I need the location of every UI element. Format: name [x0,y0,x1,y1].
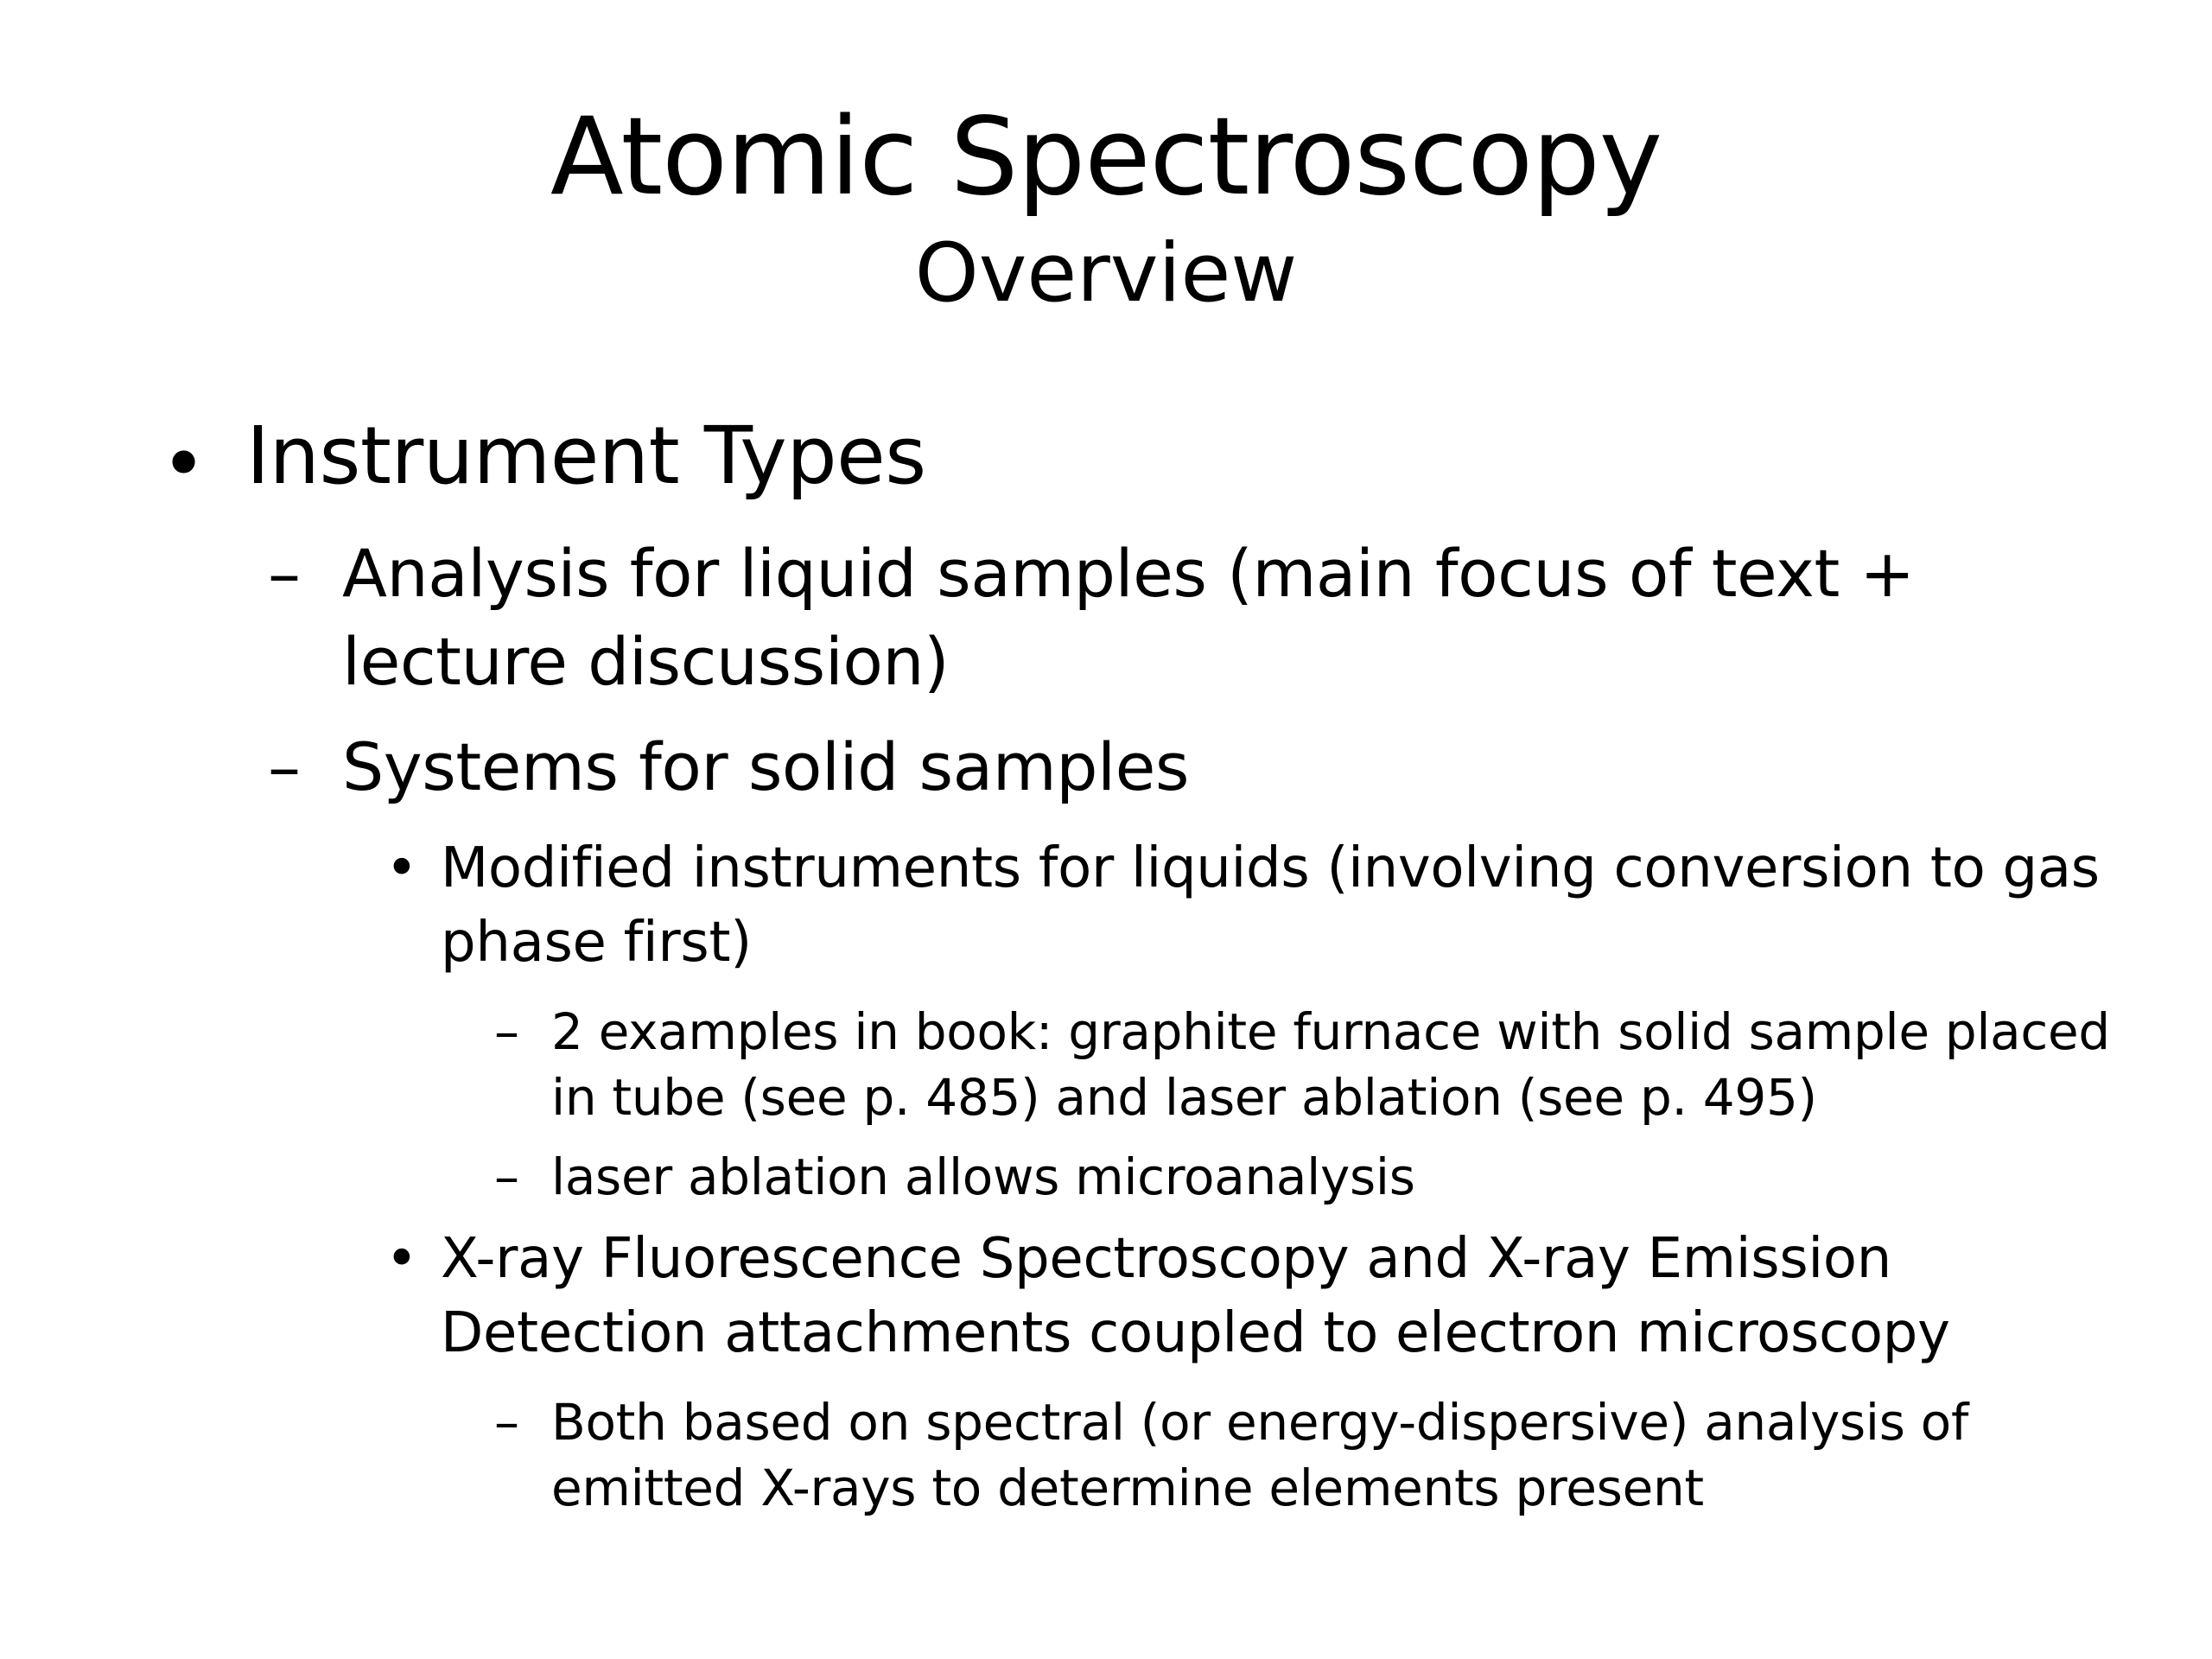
subitem-laser-ablation: laser ablation allows microanalysis [551,1147,1415,1206]
subitem-examples-line2: in tube (see p. 485) and laser ablation (see p. 495) [551,1068,1817,1127]
dash-icon: – [494,1147,519,1206]
item-modified-instruments-line2: phase first) [441,911,752,975]
subitem-examples-line1: 2 examples in book: graphite furnace with solid sample placed [551,1002,2110,1061]
bullet-icon: • [161,419,207,510]
bullet-icon: • [385,836,418,900]
bullet-instrument-types: Instrument Types [246,410,926,502]
item-xray-line2: Detection attachments coupled to electron microscopy [441,1301,1950,1365]
slide-subtitle: Overview [914,226,1298,321]
dash-icon: – [494,1393,519,1452]
subitem-spectral-line2: emitted X-rays to determine elements present [551,1459,1704,1517]
item-xray-line1: X-ray Fluorescence Spectroscopy and X-ray Emission [441,1227,1891,1291]
dash-icon: – [268,535,301,612]
subbullet-solid-samples: Systems for solid samples [342,728,1189,805]
slide-title: Atomic Spectroscopy [550,95,1662,219]
dash-icon: – [494,1002,519,1061]
subbullet-liquid-samples-line2: lecture discussion) [342,623,950,700]
subitem-spectral-line1: Both based on spectral (or energy-dispersive) analysis of [551,1393,1969,1452]
subbullet-liquid-samples-line1: Analysis for liquid samples (main focus of text + [342,535,1915,612]
bullet-icon: • [385,1227,418,1291]
item-modified-instruments-line1: Modified instruments for liquids (involving conversion to gas [441,836,2100,900]
dash-icon: – [268,728,301,805]
